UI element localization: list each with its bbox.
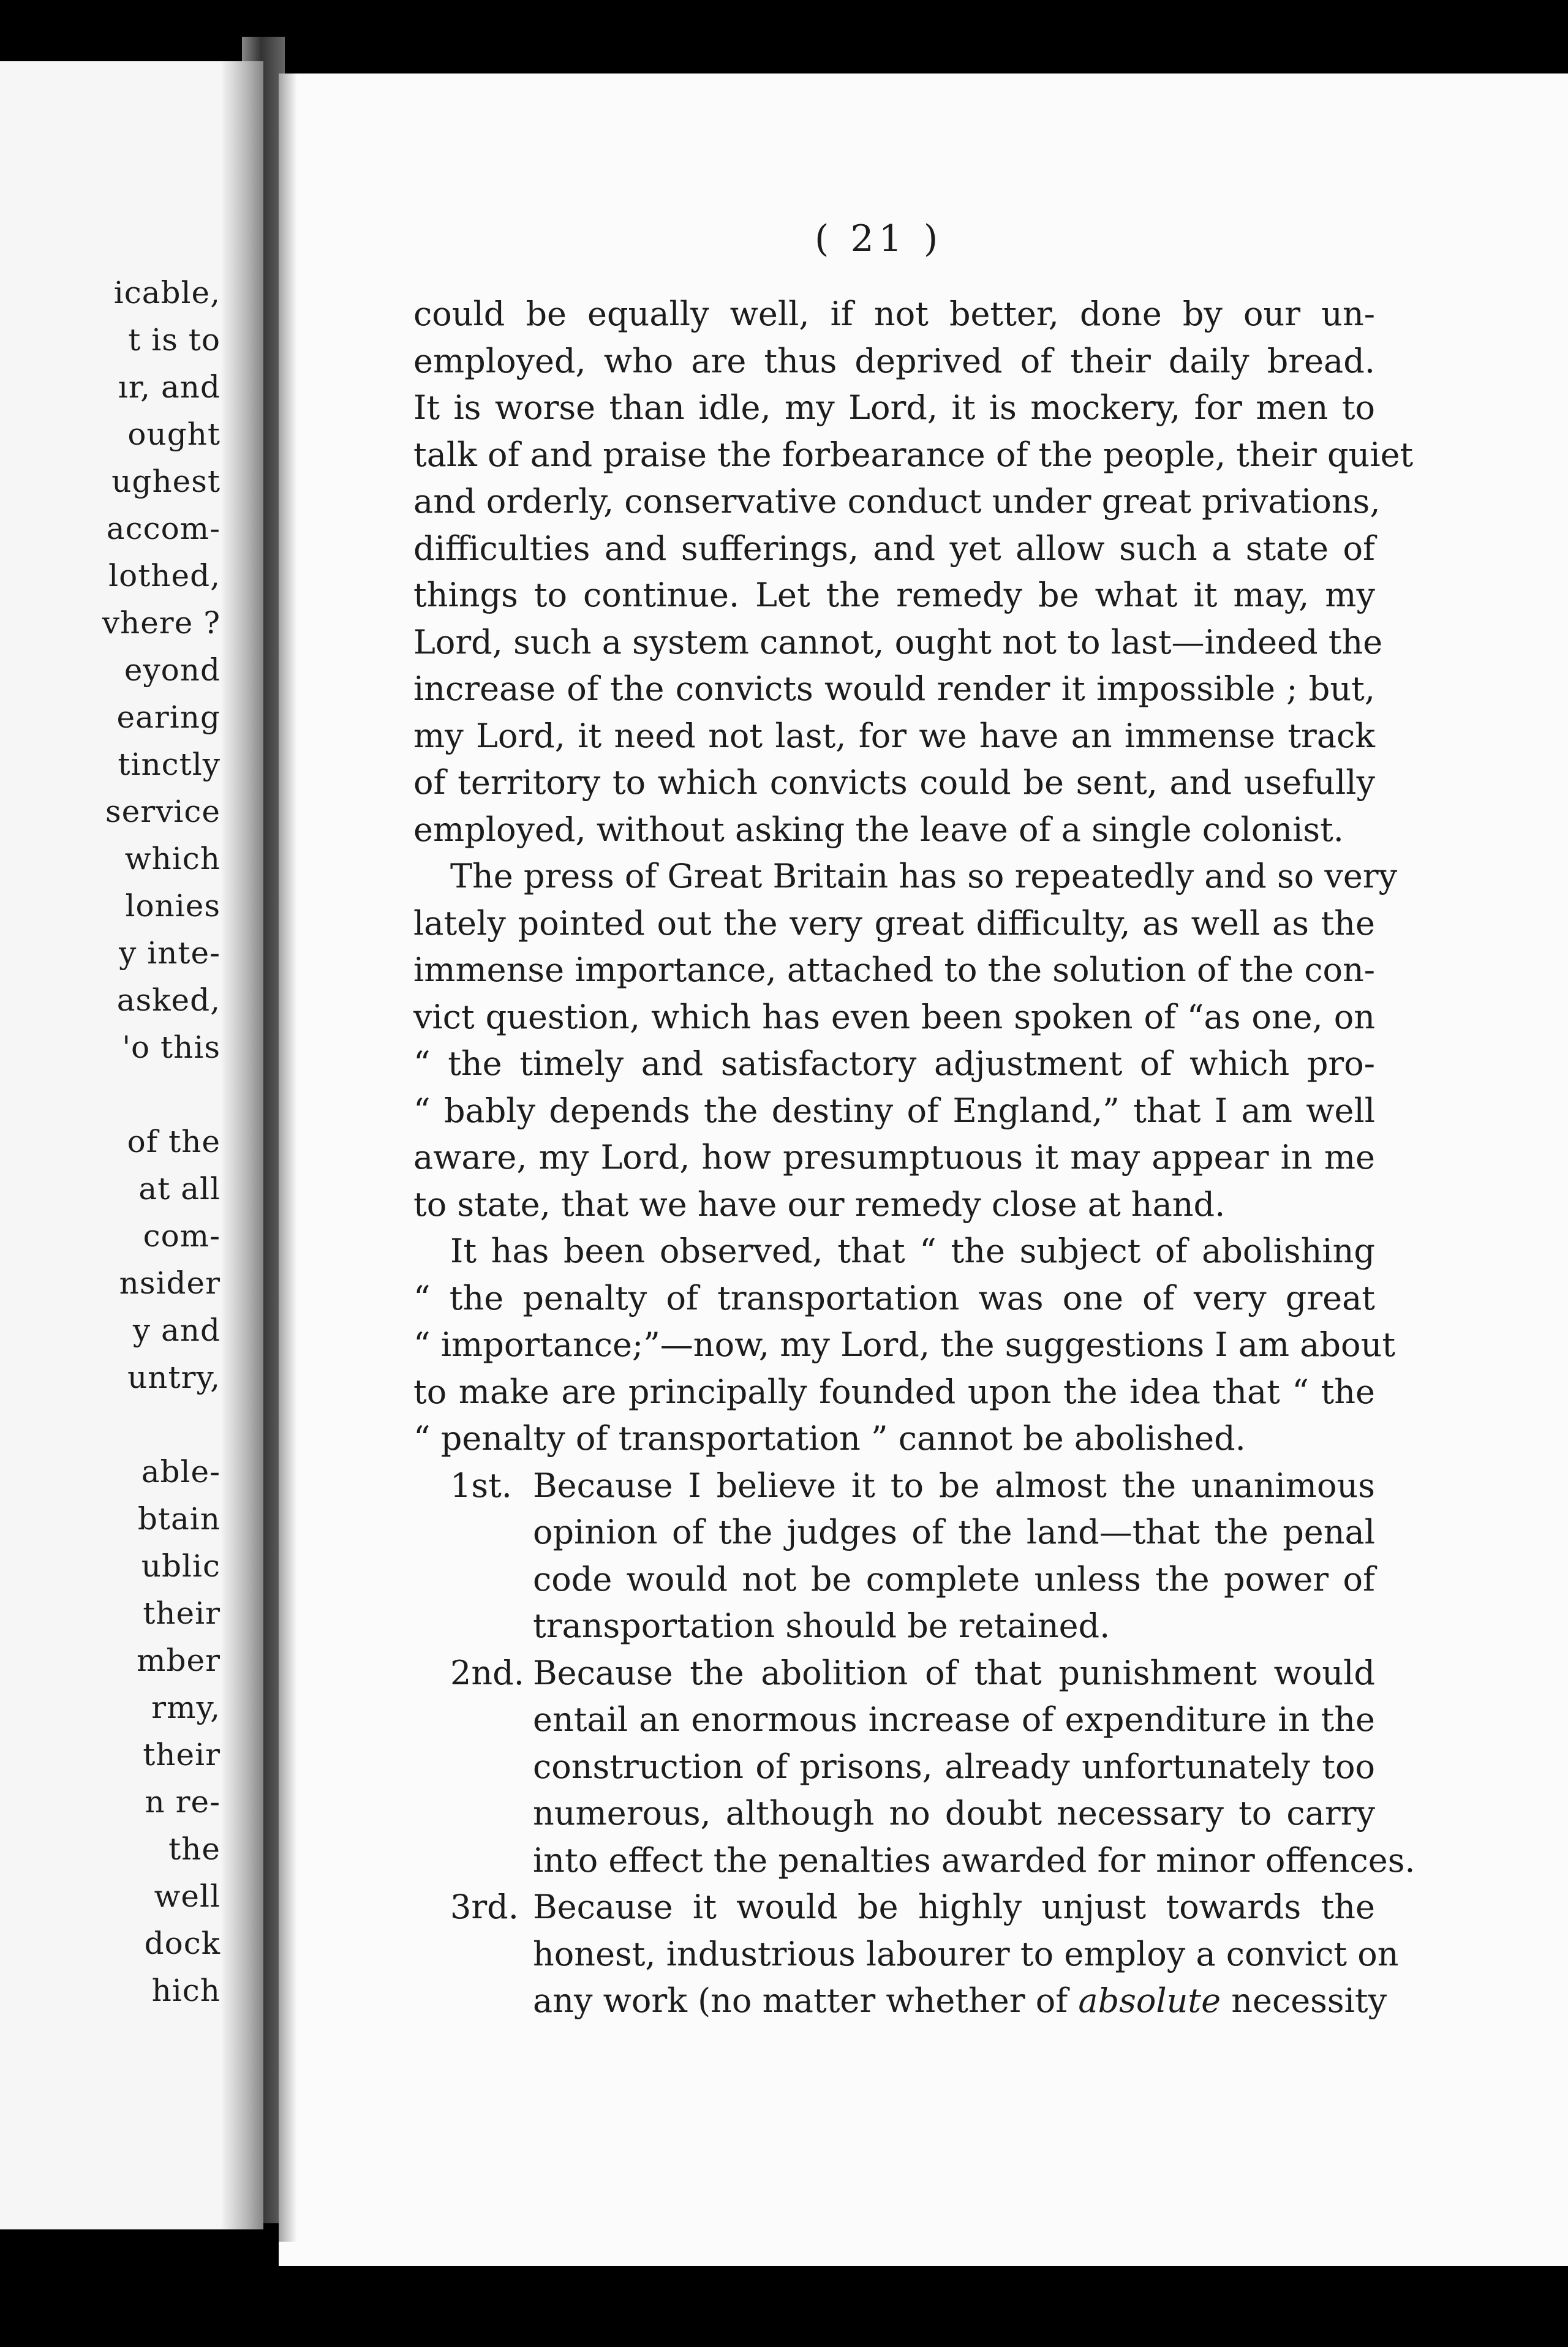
text-line: vict question, which has even been spoken of “as one, on <box>413 997 1375 1036</box>
left-line: well <box>154 1878 221 1914</box>
item-number: 1st. <box>450 1466 512 1505</box>
numbered-item <box>413 1463 1375 1650</box>
left-line: ublic <box>141 1548 221 1584</box>
left-line: btain <box>137 1501 221 1537</box>
text-line-mixed <box>413 1978 1387 2025</box>
left-line: ır, and <box>118 369 221 405</box>
text-line: into effect the penalties awarded for minor offences. <box>533 1840 1415 1880</box>
text-line: “ importance;”—now, my Lord, the suggestions I am about <box>413 1325 1396 1364</box>
left-line: y inte- <box>119 935 221 971</box>
left-line: able- <box>141 1454 221 1490</box>
text-line: immense importance, attached to the solution of the con- <box>413 951 1376 989</box>
left-line-gap <box>0 1071 221 1118</box>
text-line: It has been observed, that “ the subject of abolishing <box>450 1232 1375 1270</box>
text-line: The press of Great Britain has so repeatedly and so very <box>450 857 1398 895</box>
text-line: Because it would be highly unjust towards the <box>533 1888 1375 1926</box>
left-line: icable, <box>113 275 221 311</box>
left-line: com- <box>143 1218 221 1254</box>
text-line: “ penalty of transportation ” cannot be abolished. <box>413 1419 1246 1458</box>
left-line: at all <box>138 1171 221 1207</box>
text-line: “ the penalty of transportation was one of very great <box>413 1278 1375 1317</box>
text-segment: any work (no matter whether of <box>533 1981 1068 2020</box>
left-line: nsider <box>119 1265 221 1301</box>
text-line: and orderly, conservative conduct under great privations, <box>413 482 1381 521</box>
left-line: vhere ? <box>102 605 221 641</box>
text-line: entail an enormous increase of expenditure in the <box>533 1700 1375 1739</box>
text-line: “ the timely and satisfactory adjustment of which pro- <box>413 1044 1375 1083</box>
text-line: Lord, such a system cannot, ought not to last—indeed the <box>413 622 1383 661</box>
left-line: rmy, <box>151 1690 221 1725</box>
left-line-gap <box>0 1401 221 1449</box>
left-line: their <box>143 1737 221 1772</box>
text-line: could be equally well, if not better, done by our un- <box>413 295 1375 333</box>
text-line: Because I believe it to be almost the unanimous <box>533 1466 1375 1505</box>
text-line: “ bably depends the destiny of England,” that I am well <box>413 1091 1375 1130</box>
left-line: untry, <box>127 1360 221 1395</box>
text-line: It is worse than idle, my Lord, it is mockery, for men to <box>413 388 1375 427</box>
text-line: talk of and praise the forbearance of the people, their quiet <box>413 435 1414 474</box>
text-segment: necessity <box>1231 1981 1387 2020</box>
left-line: their <box>143 1595 221 1631</box>
left-line: hich <box>151 1973 221 2008</box>
page-number: ( 21 ) <box>815 217 943 260</box>
left-line: service <box>105 794 221 829</box>
left-line: mber <box>137 1643 221 1678</box>
left-line: 'o this <box>122 1030 221 1065</box>
left-line: dock <box>144 1926 221 1961</box>
text-line: to make are principally founded upon the idea that “ the <box>413 1372 1375 1411</box>
left-line: ughest <box>111 464 221 499</box>
item-number: 2nd. <box>450 1653 524 1692</box>
left-line: ought <box>127 416 221 452</box>
left-line: of the <box>127 1124 221 1159</box>
text-line: Because the abolition of that punishment would <box>533 1653 1375 1692</box>
left-line: lonies <box>125 888 221 924</box>
numbered-item <box>413 1884 1399 2025</box>
text-line: of territory to which convicts could be sent, and usefully <box>413 763 1375 802</box>
text-line: aware, my Lord, how presumptuous it may appear in me <box>413 1138 1375 1177</box>
left-line: tinctly <box>118 747 221 782</box>
italic-word: absolute <box>1078 1981 1221 2020</box>
item-number: 3rd. <box>450 1888 519 1926</box>
left-page-text <box>0 269 221 2014</box>
left-line: t is to <box>128 322 221 358</box>
left-line: accom- <box>106 511 221 546</box>
numbered-item <box>413 1650 1415 1885</box>
left-line: lothed, <box>108 558 221 593</box>
left-line: earing <box>116 699 221 735</box>
text-line: construction of prisons, already unfortunately too <box>533 1747 1375 1786</box>
text-line: opinion of the judges of the land—that the penal <box>533 1513 1375 1551</box>
text-line: difficulties and sufferings, and yet allow such a state of <box>413 529 1375 568</box>
text-line: numerous, although no doubt necessary to carry <box>533 1794 1375 1833</box>
left-page <box>0 61 263 2229</box>
text-line: code would not be complete unless the power of <box>533 1559 1375 1599</box>
text-line: to state, that we have our remedy close at hand. <box>413 1185 1226 1224</box>
left-line: which <box>124 841 221 876</box>
text-line: things to continue. Let the remedy be what it may, my <box>413 576 1375 614</box>
page-bottom-edge <box>279 2242 1568 2266</box>
left-line: n re- <box>145 1784 221 1820</box>
text-line: honest, industrious labourer to employ a convict on <box>533 1934 1399 1973</box>
text-line: employed, without asking the leave of a single colonist. <box>413 810 1344 849</box>
text-line: transportation should be retained. <box>533 1607 1110 1645</box>
body-text <box>413 291 1415 2025</box>
text-line: my Lord, it need not last, for we have an immense track <box>413 716 1375 755</box>
left-line: asked, <box>116 982 221 1018</box>
left-line: eyond <box>124 652 221 688</box>
gutter-shadow <box>221 61 263 2229</box>
text-line: increase of the convicts would render it impossible ; but, <box>413 669 1375 708</box>
left-line: the <box>168 1831 221 1867</box>
left-line: y and <box>132 1313 221 1348</box>
text-line: employed, who are thus deprived of their daily bread. <box>413 341 1375 380</box>
text-line: lately pointed out the very great difficulty, as well as the <box>413 903 1375 943</box>
page-inner-shadow <box>279 73 297 2260</box>
